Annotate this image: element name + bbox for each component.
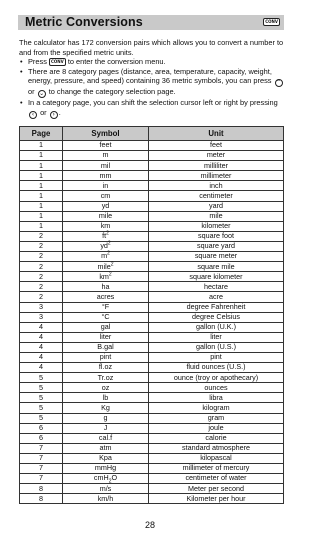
table-row xyxy=(20,141,284,151)
cell-page: 2 xyxy=(20,292,63,302)
cell-unit: joule xyxy=(149,423,284,433)
cell-symbol: cm xyxy=(63,191,149,201)
cell-page: 2 xyxy=(20,262,63,272)
cell-unit: inch xyxy=(149,181,284,191)
cell-page: 7 xyxy=(20,453,63,463)
cell-symbol: liter xyxy=(63,332,149,342)
cell-unit: gallon (U.S.) xyxy=(149,342,284,352)
table-row xyxy=(20,181,284,191)
table-row xyxy=(20,171,284,181)
cell-page: 4 xyxy=(20,342,63,352)
cell-unit: square yard xyxy=(149,241,284,251)
cell-unit: liter xyxy=(149,332,284,342)
table-row xyxy=(20,423,284,433)
cell-unit: square kilometer xyxy=(149,272,284,282)
table-row xyxy=(20,322,284,332)
cell-page: 1 xyxy=(20,151,63,161)
cell-symbol: mmHg xyxy=(63,464,149,474)
table-row xyxy=(20,231,284,241)
cell-page: 4 xyxy=(20,332,63,342)
table-row xyxy=(20,191,284,201)
table-row xyxy=(20,161,284,171)
cell-page: 3 xyxy=(20,302,63,312)
cell-unit: milliliter xyxy=(149,161,284,171)
cell-page: 3 xyxy=(20,312,63,322)
cell-page: 5 xyxy=(20,393,63,403)
cell-symbol: in xyxy=(63,181,149,191)
cell-page: 2 xyxy=(20,252,63,262)
cell-unit: hectare xyxy=(149,282,284,292)
column-header-symbol: Symbol xyxy=(63,127,149,141)
cell-symbol: acres xyxy=(63,292,149,302)
cell-symbol: cal.f xyxy=(63,433,149,443)
intro-text xyxy=(19,38,285,119)
cell-unit: pint xyxy=(149,352,284,362)
cell-symbol: pint xyxy=(63,352,149,362)
cell-unit: centimeter of water xyxy=(149,474,284,484)
left-arrow-key-icon: ‹ xyxy=(29,111,37,119)
cell-unit: square mile xyxy=(149,262,284,272)
cell-page: 1 xyxy=(20,211,63,221)
cell-unit: gallon (U.K.) xyxy=(149,322,284,332)
table-row xyxy=(20,282,284,292)
cell-page: 1 xyxy=(20,181,63,191)
cell-symbol: $yd^2$ xyxy=(63,241,149,251)
column-header-page: Page xyxy=(20,127,63,141)
cell-page: 1 xyxy=(20,141,63,151)
cell-symbol: mile xyxy=(63,211,149,221)
cell-page: 5 xyxy=(20,413,63,423)
cell-unit: square meter xyxy=(149,252,284,262)
cell-symbol: cmH$_2$O xyxy=(63,474,149,484)
cell-unit: yard xyxy=(149,201,284,211)
cell-page: 2 xyxy=(20,231,63,241)
conversion-table xyxy=(19,126,284,504)
cell-symbol: $ft^2$ xyxy=(63,231,149,241)
cell-symbol: fl.oz xyxy=(63,363,149,373)
cell-page: 8 xyxy=(20,494,63,504)
cell-symbol: Kpa xyxy=(63,453,149,463)
cell-unit: fluid ounces (U.S.) xyxy=(149,363,284,373)
column-header-unit: Unit xyxy=(149,127,284,141)
up-arrow-key-icon: ⌃ xyxy=(276,79,282,87)
cell-page: 7 xyxy=(20,443,63,453)
cell-symbol: ha xyxy=(63,282,149,292)
cell-page: 2 xyxy=(20,272,63,282)
table-row xyxy=(20,201,284,211)
cell-unit: Meter per second xyxy=(149,484,284,494)
cell-symbol: °C xyxy=(63,312,149,322)
cell-symbol: mile$^2$ xyxy=(63,262,149,272)
instruction-item: • In a category page, you can shift the selection cursor left or right by pressing ‹ or › . xyxy=(19,98,285,119)
table-row xyxy=(20,252,284,262)
cell-unit: acre xyxy=(149,292,284,302)
cell-unit: millimeter xyxy=(149,171,284,181)
table-header-row xyxy=(20,127,284,141)
cell-symbol: gal xyxy=(63,322,149,332)
conv-key-icon: CONV xyxy=(265,19,278,24)
cell-symbol: m/s xyxy=(63,484,149,494)
cell-symbol: lb xyxy=(63,393,149,403)
cell-page: 7 xyxy=(20,464,63,474)
cell-symbol: km/h xyxy=(63,494,149,504)
cell-unit: ounces xyxy=(149,383,284,393)
cell-page: 1 xyxy=(20,221,63,231)
cell-page: 5 xyxy=(20,403,63,413)
cell-unit: gram xyxy=(149,413,284,423)
table-row xyxy=(20,211,284,221)
table-row xyxy=(20,221,284,231)
cell-symbol: Kg xyxy=(63,403,149,413)
cell-symbol: atm xyxy=(63,443,149,453)
table-row xyxy=(20,453,284,463)
cell-unit: libra xyxy=(149,393,284,403)
instruction-item: • Press CONV to enter the conversion menu. xyxy=(19,57,285,67)
table-row xyxy=(20,413,284,423)
table-row xyxy=(20,302,284,312)
table-row xyxy=(20,393,284,403)
cell-symbol: g xyxy=(63,413,149,423)
cell-page: 1 xyxy=(20,201,63,211)
cell-symbol: mm xyxy=(63,171,149,181)
cell-unit: kilometer xyxy=(149,221,284,231)
cell-unit: kilogram xyxy=(149,403,284,413)
table-row xyxy=(20,342,284,352)
table-row xyxy=(20,443,284,453)
section-title: Metric Conversions xyxy=(25,15,143,29)
table-row xyxy=(20,332,284,342)
page-number: 28 xyxy=(144,520,155,530)
cell-symbol: mil xyxy=(63,161,149,171)
table-row xyxy=(20,151,284,161)
table-row xyxy=(20,484,284,494)
cell-page: 1 xyxy=(20,171,63,181)
conv-key-icon: CONV xyxy=(50,59,64,65)
table-row xyxy=(20,241,284,251)
table-row xyxy=(20,403,284,413)
table-row xyxy=(20,352,284,362)
table-row xyxy=(20,474,284,484)
cell-symbol: B.gal xyxy=(63,342,149,352)
cell-symbol: yd xyxy=(63,201,149,211)
cell-unit: square foot xyxy=(149,231,284,241)
table-row xyxy=(20,262,284,272)
cell-page: 2 xyxy=(20,241,63,251)
cell-symbol: °F xyxy=(63,302,149,312)
cell-symbol: feet xyxy=(63,141,149,151)
cell-page: 4 xyxy=(20,322,63,332)
intro-paragraph: The calculator has 172 conversion pairs which allows you to convert a number to and from the specified metric units. xyxy=(19,38,284,57)
table-row xyxy=(20,292,284,302)
cell-unit: standard atmosphere xyxy=(149,443,284,453)
cell-page: 6 xyxy=(20,433,63,443)
cell-page: 1 xyxy=(20,161,63,171)
table-row xyxy=(20,383,284,393)
cell-symbol: m xyxy=(63,151,149,161)
cell-page: 4 xyxy=(20,363,63,373)
cell-page: 4 xyxy=(20,352,63,362)
cell-page: 1 xyxy=(20,191,63,201)
cell-unit: degree Celsius xyxy=(149,312,284,322)
cell-page: 5 xyxy=(20,373,63,383)
table-row xyxy=(20,312,284,322)
cell-page: 5 xyxy=(20,383,63,393)
cell-page: 6 xyxy=(20,423,63,433)
cell-unit: mile xyxy=(149,211,284,221)
table-row xyxy=(20,464,284,474)
cell-symbol: oz xyxy=(63,383,149,393)
instruction-item: • There are 8 category pages (distance, area, temperature, capacity, weight, energy, pressure, and speed) containing 36 metric symbols, you can press ⌃ or ⌄ to change the category selection page. xyxy=(19,67,285,99)
cell-symbol: $m^2$ xyxy=(63,252,149,262)
table-row xyxy=(20,272,284,282)
instruction-list xyxy=(19,57,285,119)
cell-unit: feet xyxy=(149,141,284,151)
table-body xyxy=(20,141,284,504)
cell-unit: kilopascal xyxy=(149,453,284,463)
section-header xyxy=(18,15,284,30)
cell-page: 7 xyxy=(20,474,63,484)
table-row xyxy=(20,433,284,443)
cell-unit: centimeter xyxy=(149,191,284,201)
table-row xyxy=(20,363,284,373)
cell-symbol: km xyxy=(63,221,149,231)
cell-page: 2 xyxy=(20,282,63,292)
cell-unit: degree Fahrenheit xyxy=(149,302,284,312)
cell-unit: meter xyxy=(149,151,284,161)
cell-unit: millimeter of mercury xyxy=(149,464,284,474)
cell-unit: ounce (troy or apothecary) xyxy=(149,373,284,383)
cell-unit: calorie xyxy=(149,433,284,443)
right-arrow-key-icon: › xyxy=(50,111,58,119)
cell-symbol: $km^2$ xyxy=(63,272,149,282)
cell-page: 8 xyxy=(20,484,63,494)
table-row xyxy=(20,373,284,383)
table-row xyxy=(20,494,284,504)
cell-symbol: Tr.oz xyxy=(63,373,149,383)
cell-unit: Kilometer per hour xyxy=(149,494,284,504)
down-arrow-key-icon: ⌄ xyxy=(39,90,45,98)
cell-symbol: J xyxy=(63,423,149,433)
